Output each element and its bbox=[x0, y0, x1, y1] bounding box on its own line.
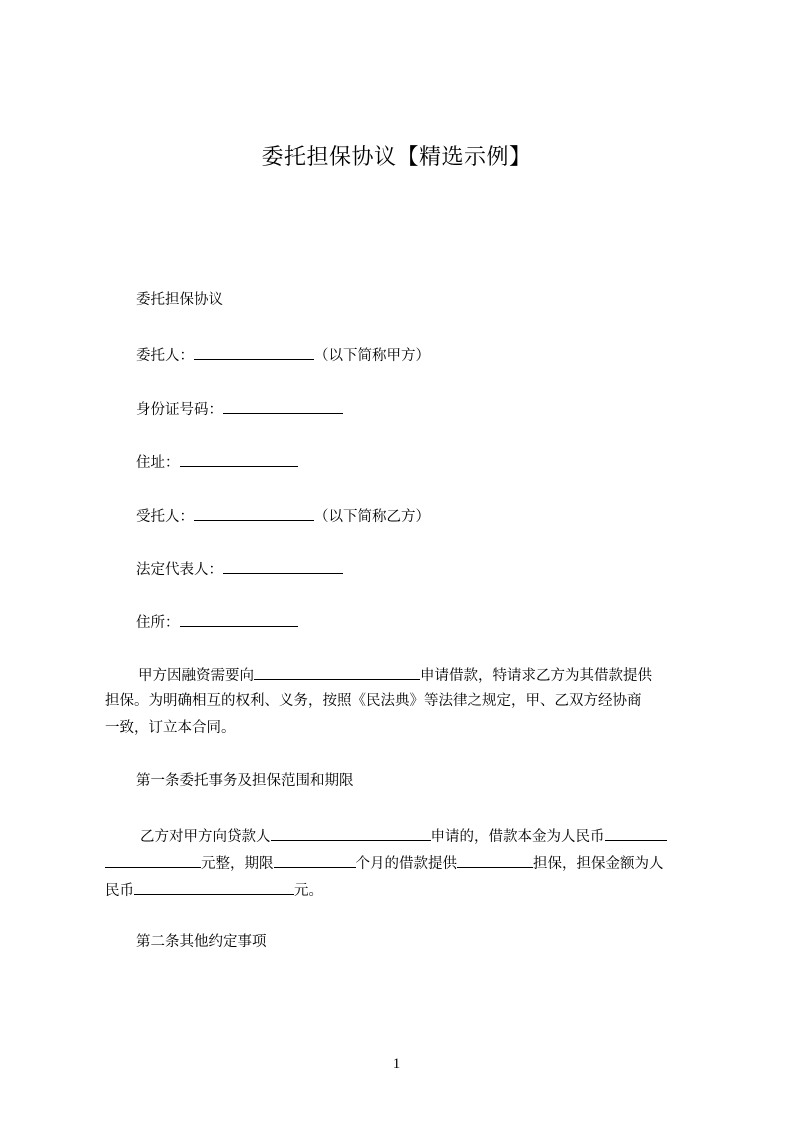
article1-text-6: 民币 bbox=[105, 883, 134, 899]
principal-amount-blank-b[interactable] bbox=[105, 852, 201, 868]
principal-blank[interactable] bbox=[194, 344, 314, 360]
legal-rep-line bbox=[136, 558, 343, 580]
loaner-blank[interactable] bbox=[271, 825, 431, 841]
residence-label: 住所： bbox=[136, 615, 180, 631]
intro-text-2: 申请借款，特请求乙方为其借款提供 bbox=[420, 668, 652, 684]
legal-rep-blank[interactable] bbox=[223, 558, 343, 574]
residence-blank[interactable] bbox=[180, 611, 298, 627]
article1-text-4: 个月的借款提供 bbox=[355, 856, 457, 872]
intro-line-3: 一致，订立本合同。 bbox=[105, 720, 236, 736]
article1-text-7: 元。 bbox=[294, 883, 323, 899]
principal-line bbox=[136, 344, 430, 366]
intro-line-1 bbox=[138, 664, 732, 686]
principal-label: 委托人： bbox=[136, 348, 194, 364]
article1-text-2: 申请的，借款本金为人民币 bbox=[430, 829, 605, 845]
page-number: 1 bbox=[392, 1056, 401, 1072]
article1-line-3 bbox=[105, 879, 699, 901]
guarantee-type-blank[interactable] bbox=[457, 852, 533, 868]
article1-line-1 bbox=[140, 825, 734, 847]
agent-suffix: （以下简称乙方） bbox=[314, 509, 430, 525]
lender-blank[interactable] bbox=[254, 664, 420, 680]
article1-text-3: 元整，期限 bbox=[201, 856, 274, 872]
article1-line-2 bbox=[105, 852, 699, 874]
intro-line-2: 担保。为明确相互的权利、义务，按照《民法典》等法律之规定，甲、乙双方经协商 bbox=[105, 693, 642, 709]
principal-amount-blank-a[interactable] bbox=[605, 825, 667, 841]
agent-line bbox=[136, 505, 430, 527]
article1-text-5: 担保，担保金额为人 bbox=[533, 856, 664, 872]
legal-rep-label: 法定代表人： bbox=[136, 562, 223, 578]
article2-heading: 第二条其他约定事项 bbox=[136, 934, 267, 950]
principal-suffix: （以下简称甲方） bbox=[314, 348, 430, 364]
id-number-blank[interactable] bbox=[223, 398, 343, 414]
subtitle: 委托担保协议 bbox=[136, 292, 223, 308]
address-blank[interactable] bbox=[180, 451, 298, 467]
agent-blank[interactable] bbox=[194, 505, 314, 521]
document-title: 委托担保协议【精选示例】 bbox=[261, 145, 532, 170]
id-number-label: 身份证号码： bbox=[136, 402, 223, 418]
article1-heading: 第一条委托事务及担保范围和期限 bbox=[136, 773, 354, 789]
guarantee-amount-blank[interactable] bbox=[134, 879, 294, 895]
address-label: 住址： bbox=[136, 455, 180, 471]
address-line bbox=[136, 451, 298, 473]
term-blank[interactable] bbox=[274, 852, 356, 868]
article1-text-1: 乙方对甲方向贷款人 bbox=[140, 829, 271, 845]
residence-line bbox=[136, 611, 298, 633]
agent-label: 受托人： bbox=[136, 509, 194, 525]
intro-text-1: 甲方因融资需要向 bbox=[138, 668, 254, 684]
id-number-line bbox=[136, 398, 343, 420]
